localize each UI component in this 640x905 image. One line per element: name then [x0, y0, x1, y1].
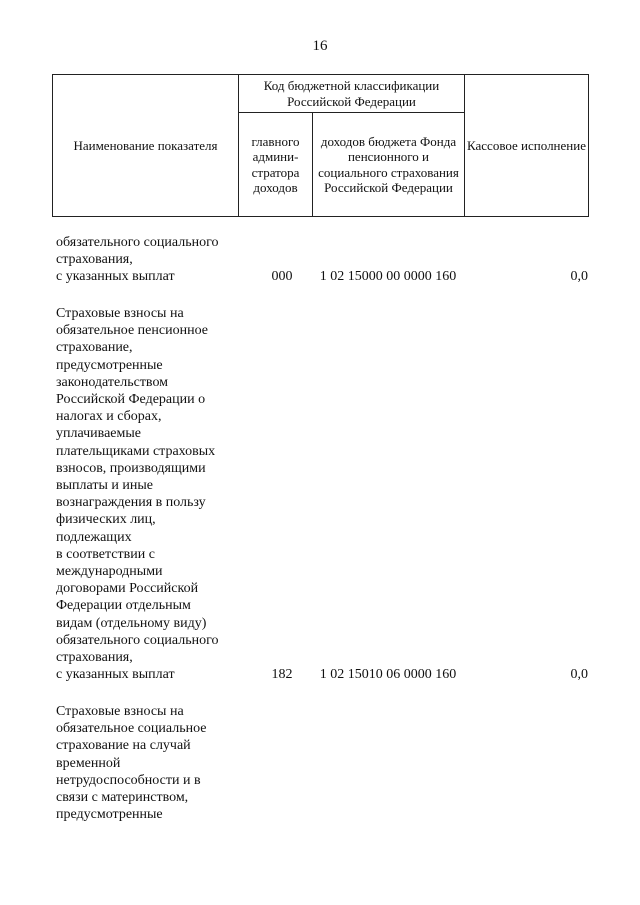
page-number: 16 [312, 38, 328, 54]
table-header [52, 74, 589, 217]
header-indicator-name: Наименование показателя [53, 75, 239, 217]
indicator-name: обязательного социального страхования, с указанных выплат [56, 235, 219, 285]
header-execution: Кассовое исполнение [465, 75, 589, 217]
admin-code: 182 [271, 667, 293, 683]
header-code-group: Код бюджетной классификации Российской Федерации [239, 75, 465, 113]
revenue-code: 1 02 15000 00 0000 160 [319, 269, 457, 285]
header-revenue-code: доходов бюджета Фонда пенсионного и социального страхования Российской Федерации [313, 113, 465, 217]
admin-code: 000 [271, 269, 293, 285]
amount: 0,0 [570, 667, 588, 683]
header-admin-code: главного админи-стратора доходов [239, 113, 313, 217]
amount: 0,0 [570, 269, 588, 285]
indicator-name: Страховые взносы на обязательное социальное страхование на случай временной нетрудоспособности и в связи с материнством, предусмотренные [56, 704, 207, 823]
indicator-name: Страховые взносы на обязательное пенсионное страхование, предусмотренные законодательством Российской Федерации о налогах и сборах, уплачиваемые плательщиками страховых взносов, производящими выплаты и иные вознаграждения в пользу физических лиц, подлежащих в соответствии с международными договорами Российской Федерации отдельным видам (отдельному виду) обязательного социального страхования, с указанных выплат [56, 306, 219, 683]
revenue-code: 1 02 15010 06 0000 160 [319, 667, 457, 683]
